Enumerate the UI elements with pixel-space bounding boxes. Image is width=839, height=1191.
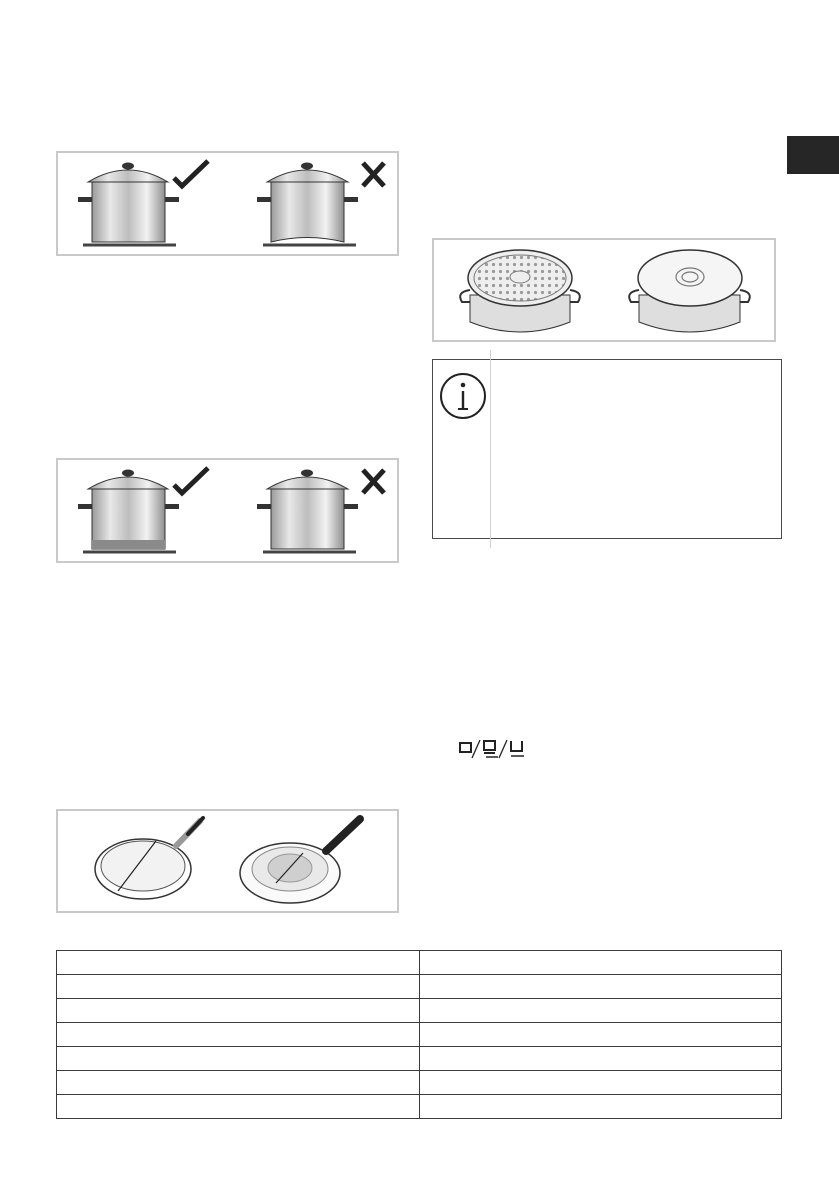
section-tab: [787, 136, 839, 174]
table-row: [57, 1095, 782, 1119]
frying-pan-empty: [95, 818, 203, 899]
table-cell: [57, 1095, 420, 1119]
figure-pot-flat-base: [56, 151, 399, 256]
cross-icon: [363, 163, 384, 186]
check-icon: [174, 468, 208, 493]
pot-incorrect: [257, 470, 358, 553]
table-cell: [57, 1023, 420, 1047]
info-box: [432, 359, 782, 539]
info-separator: [490, 350, 491, 548]
frying-pan-with-zone: [240, 819, 360, 903]
table-cell: [57, 1047, 420, 1071]
table-cell: [419, 1071, 782, 1095]
table-cell: [57, 999, 420, 1023]
table-row: [57, 975, 782, 999]
table-row: [57, 951, 782, 975]
table-cell: [419, 951, 782, 975]
pan-symbols-icon: [458, 738, 538, 765]
table-row: [57, 1023, 782, 1047]
table-cell: [57, 1071, 420, 1095]
table-row: [57, 1071, 782, 1095]
table-cell: [419, 1095, 782, 1119]
spec-table: [56, 950, 782, 1119]
table-row: [57, 1047, 782, 1071]
check-icon: [174, 161, 208, 186]
table-row: [57, 999, 782, 1023]
cross-icon: [363, 470, 384, 493]
table-cell: [419, 999, 782, 1023]
info-icon: [438, 371, 488, 421]
figure-pan-diameter: [56, 809, 399, 913]
table-cell: [57, 975, 420, 999]
pot-correct: [78, 470, 179, 553]
figure-pot-base-material: [56, 458, 399, 563]
figure-steamer: [432, 238, 776, 342]
perforated-steamer-icon: [460, 250, 580, 332]
pot-correct: [78, 163, 179, 246]
covered-pot-icon: [629, 250, 750, 332]
table-cell: [419, 975, 782, 999]
table-cell: [57, 951, 420, 975]
pot-incorrect: [257, 163, 358, 246]
table-cell: [419, 1023, 782, 1047]
table-cell: [419, 1047, 782, 1071]
